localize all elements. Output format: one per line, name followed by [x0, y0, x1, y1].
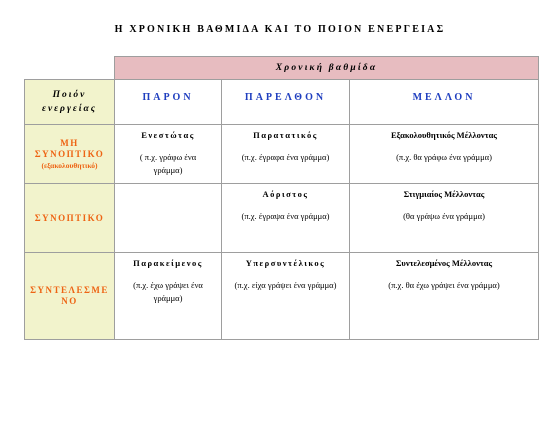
- tense-example: (π.χ. είχα γράψει ένα γράμμα): [234, 280, 337, 290]
- row-label-text-line1: ΣΥΝΤΕΛΕΣΜΕ: [30, 285, 109, 295]
- tense-example: (π.χ. θα έχω γράψει ένα γράμμα): [388, 280, 500, 290]
- table-cell: [115, 125, 222, 184]
- tense-example: (π.χ. έγραφα ένα γράμμα): [241, 152, 330, 162]
- column-header-row: [25, 80, 539, 125]
- voice-header-line2: ενεργείας: [42, 104, 97, 114]
- table-cell: [115, 253, 222, 340]
- column-header-past: ΠΑΡΕΛΘΟΝ: [222, 80, 350, 125]
- tense-name: Υπερσυντέλικος: [245, 258, 326, 268]
- page-title: Η ΧΡΟΝΙΚΗ ΒΑΘΜΙΔΑ ΚΑΙ ΤΟ ΠΟΙΟΝ ΕΝΕΡΓΕΙΑΣ: [114, 24, 446, 35]
- table-row-perfect: [25, 253, 539, 340]
- table-cell: [222, 184, 350, 253]
- tense-name: Στιγμιαίος Μέλλοντας: [403, 189, 485, 199]
- table-cell: [350, 125, 539, 184]
- table-cell-empty: [115, 184, 222, 253]
- tense-name: Συντελεσμένος Μέλλοντας: [395, 258, 493, 268]
- column-header-future: ΜΕΛΛΟΝ: [350, 80, 539, 125]
- row-label-text: ΣΥΝΟΠΤΙΚΟ: [34, 212, 105, 223]
- tense-example: (π.χ. έγραψα ένα γράμμα): [241, 211, 330, 221]
- time-header-row: [25, 57, 539, 80]
- tense-example: (θα γράψω ένα γράμμα): [403, 211, 485, 221]
- tense-example: (π.χ. έχω γράψει ένα γράμμα): [133, 280, 203, 303]
- tense-example: (π.χ. θα γράφω ένα γράμμα): [396, 152, 492, 162]
- table-cell: [350, 184, 539, 253]
- table-cell: [350, 253, 539, 340]
- row-label-imperfective: [25, 125, 115, 184]
- tense-name: Εξακολουθητικός Μέλλοντας: [391, 130, 497, 140]
- row-sublabel-text: (εξακολουθητικό): [41, 160, 98, 170]
- tense-example: ( π.χ. γράφω ένα γράμμα): [139, 152, 197, 175]
- tense-name: Παρακείμενος: [133, 258, 203, 268]
- table-row-perfective: [25, 184, 539, 253]
- row-label-perfective: [25, 184, 115, 253]
- column-header-present: ΠΑΡΟΝ: [115, 80, 222, 125]
- table-cell: [222, 253, 350, 340]
- table-cell: [222, 125, 350, 184]
- tense-name: Αόριστος: [262, 189, 309, 199]
- table-row-imperfective: [25, 125, 539, 184]
- voice-header-line1: Ποιόν: [52, 90, 87, 100]
- voice-header-cell: [25, 80, 115, 125]
- blank-corner-cell: [25, 57, 115, 80]
- row-label-text: ΜΗ ΣΥΝΟΠΤΙΚΟ: [34, 137, 105, 159]
- time-header-cell: Χρονική βαθμίδα: [115, 57, 539, 80]
- row-label-perfect: [25, 253, 115, 340]
- tense-table: [24, 56, 539, 340]
- tense-name: Ενεστώτας: [141, 130, 195, 140]
- tense-name: Παρατατικός: [253, 130, 318, 140]
- row-label-text-line2: ΝΟ: [61, 296, 78, 306]
